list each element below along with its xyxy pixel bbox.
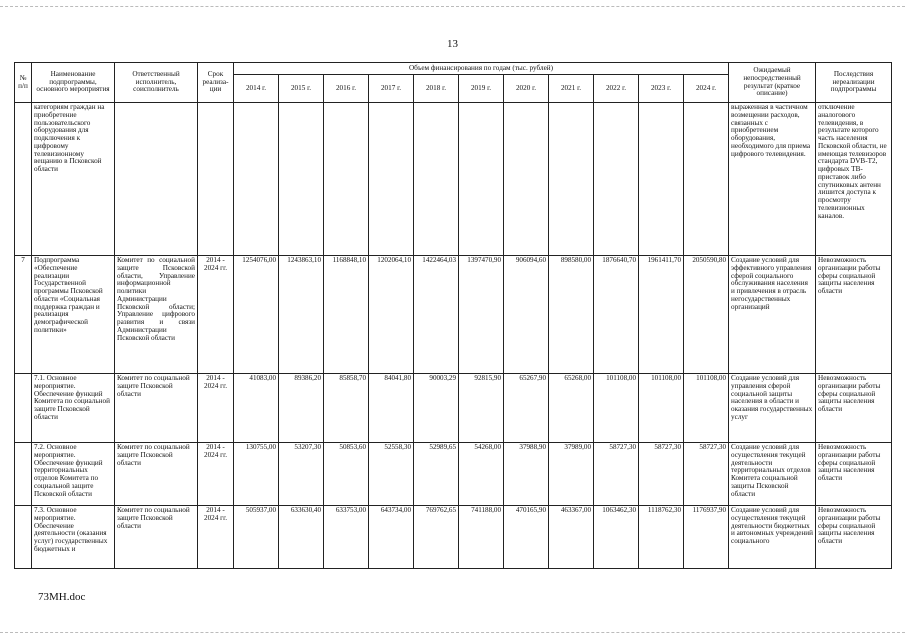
header-row-1 [15,63,892,75]
header-result: Ожидаемый непосредственный результат (краткое описание) [729,63,816,103]
cell-value: 1397470,90 [459,256,504,374]
cell-value: 58727,30 [594,443,639,506]
cell-value: 1254076,00 [234,256,279,374]
cell-value: 633753,00 [324,506,369,569]
cell-value: 1243863,10 [279,256,324,374]
header-year: 2024 г. [684,75,729,103]
cell-value: 898580,00 [549,256,594,374]
header-year: 2023 г. [639,75,684,103]
header-year: 2019 г. [459,75,504,103]
header-no: № п/п [15,63,32,103]
cell-value: 101108,00 [639,374,684,443]
cell-value: 643734,00 [369,506,414,569]
cell-name: Подпрограмма «Обеспечение реализации Государственной программы Псковской области «Социальная поддержка граждан и реализация демографической политики» [32,256,115,374]
cell-value: 54268,00 [459,443,504,506]
cell-result: Создание условий для управления сферой социальной защиты населения в области и оказания государственных услуг [729,374,816,443]
cell-consequences: отключение аналогового телевидения, в результате которого часть населения Псковской области, не имеющая телевизоров стандарта DVB-T2, цифровых ТВ-приставок либо спутниковых антенн лишится доступа к просмотру телевизионных каналов. [816,103,892,256]
cell-value [459,103,504,256]
cell-value: 505937,00 [234,506,279,569]
header-year: 2022 г. [594,75,639,103]
cell-value: 101108,00 [684,374,729,443]
cell-value: 769762,65 [414,506,459,569]
cell-value [684,103,729,256]
cell-value: 84041,80 [369,374,414,443]
cell-result: Создание условий для эффективного управления сферой социального обслуживания населения и привлечения в отрасль негосударственных организаций [729,256,816,374]
cell-result: выраженная в частичном возмещении расходов, связанных с приобретением оборудования, необходимого для приема цифрового телевидения. [729,103,816,256]
header-term: Срок реализа-ции [198,63,234,103]
cell-value [279,103,324,256]
cell-executor: Комитет по социальной защите Псковской области [115,443,198,506]
cell-consequences: Невозможность организации работы сферы социальной защиты населения области [816,256,892,374]
header-year: 2015 г. [279,75,324,103]
cell-value [639,103,684,256]
cell-value: 89386,20 [279,374,324,443]
cell-consequences: Невозможность организации работы сферы социальной защиты населения области [816,506,892,569]
cell-value [414,103,459,256]
cell-value: 130755,00 [234,443,279,506]
header-funding: Объем финансирования по годам (тыс. рублей) [234,63,729,75]
scan-bottom-edge [0,632,905,633]
cell-consequences: Невозможность организации работы сферы социальной защиты населения области [816,443,892,506]
header-name: Наименование подпрограммы, основного мероприятия [32,63,115,103]
cell-value: 101108,00 [594,374,639,443]
table-row [15,103,892,256]
header-executor: Ответственный исполнитель, соисполнитель [115,63,198,103]
cell-result: Создание условий для осуществления текущей деятельности бюджетных и автономных учреждений социального [729,506,816,569]
page-number: 13 [447,38,458,50]
header-consequences: Последствия нереализации подпрограммы [816,63,892,103]
table-row [15,506,892,569]
cell-executor: Комитет по социальной защите Псковской области, Управление информационной политики Администрации Псковской области; Управление цифрового развития и связи Администрации Псковской области [115,256,198,374]
cell-value: 65268,00 [549,374,594,443]
header-year: 2021 г. [549,75,594,103]
cell-value: 463367,00 [549,506,594,569]
cell-value: 65267,90 [504,374,549,443]
cell-no [15,443,32,506]
cell-executor: Комитет по социальной защите Псковской области [115,374,198,443]
cell-value: 1176937,90 [684,506,729,569]
cell-value: 1876640,70 [594,256,639,374]
cell-term [198,103,234,256]
cell-executor [115,103,198,256]
cell-value: 1063462,30 [594,506,639,569]
cell-value [234,103,279,256]
cell-value: 741188,00 [459,506,504,569]
cell-term: 2014 - 2024 гг. [198,443,234,506]
header-year: 2020 г. [504,75,549,103]
cell-value [504,103,549,256]
cell-value: 41083,00 [234,374,279,443]
cell-consequences: Невозможность организации работы сферы социальной защиты населения области [816,374,892,443]
cell-value: 85858,70 [324,374,369,443]
cell-value: 92815,90 [459,374,504,443]
cell-term: 2014 - 2024 гг. [198,374,234,443]
cell-term: 2014 - 2024 гг. [198,506,234,569]
cell-value: 906094,60 [504,256,549,374]
cell-name: 7.3. Основное мероприятие. Обеспечение деятельности (оказания услуг) государственных бюджетных и [32,506,115,569]
cell-value: 37988,90 [504,443,549,506]
cell-no: 7 [15,256,32,374]
funding-table [14,62,892,569]
cell-value: 1118762,30 [639,506,684,569]
header-year: 2018 г. [414,75,459,103]
table-row [15,374,892,443]
cell-value: 52989,65 [414,443,459,506]
cell-name: категориям граждан на приобретение пользовательского оборудования для подключения к цифровому телевизионному вещанию в Псковской области [32,103,115,256]
header-year: 2016 г. [324,75,369,103]
cell-value: 52558,30 [369,443,414,506]
table-row [15,256,892,374]
cell-value [324,103,369,256]
cell-value: 1961411,70 [639,256,684,374]
cell-value: 1168848,10 [324,256,369,374]
cell-name: 7.2. Основное мероприятие. Обеспечение функций территориальных отделов Комитета по социальной защите Псковской области [32,443,115,506]
table-row [15,443,892,506]
cell-value: 50853,60 [324,443,369,506]
footer-filename: 73МН.doc [38,591,86,603]
cell-value: 58727,30 [684,443,729,506]
cell-value: 2050590,80 [684,256,729,374]
header-year: 2017 г. [369,75,414,103]
cell-value [549,103,594,256]
cell-value [369,103,414,256]
cell-value: 1422464,03 [414,256,459,374]
cell-no [15,103,32,256]
cell-value: 90003,29 [414,374,459,443]
cell-no [15,374,32,443]
cell-executor: Комитет по социальной защите Псковской области [115,506,198,569]
cell-value: 37989,00 [549,443,594,506]
cell-result: Создание условий для осуществления текущей деятельности территориальных отделов Комитета социальной защиты Псковской области [729,443,816,506]
cell-name: 7.1. Основное мероприятие. Обеспечение функций Комитета по социальной защите Псковской области [32,374,115,443]
header-year: 2014 г. [234,75,279,103]
cell-value: 1202064,10 [369,256,414,374]
cell-value: 58727,30 [639,443,684,506]
cell-value: 633630,40 [279,506,324,569]
cell-value: 470165,90 [504,506,549,569]
cell-no [15,506,32,569]
scan-top-edge [0,6,905,7]
cell-term: 2014 - 2024 гг. [198,256,234,374]
cell-value: 53207,30 [279,443,324,506]
cell-value [594,103,639,256]
